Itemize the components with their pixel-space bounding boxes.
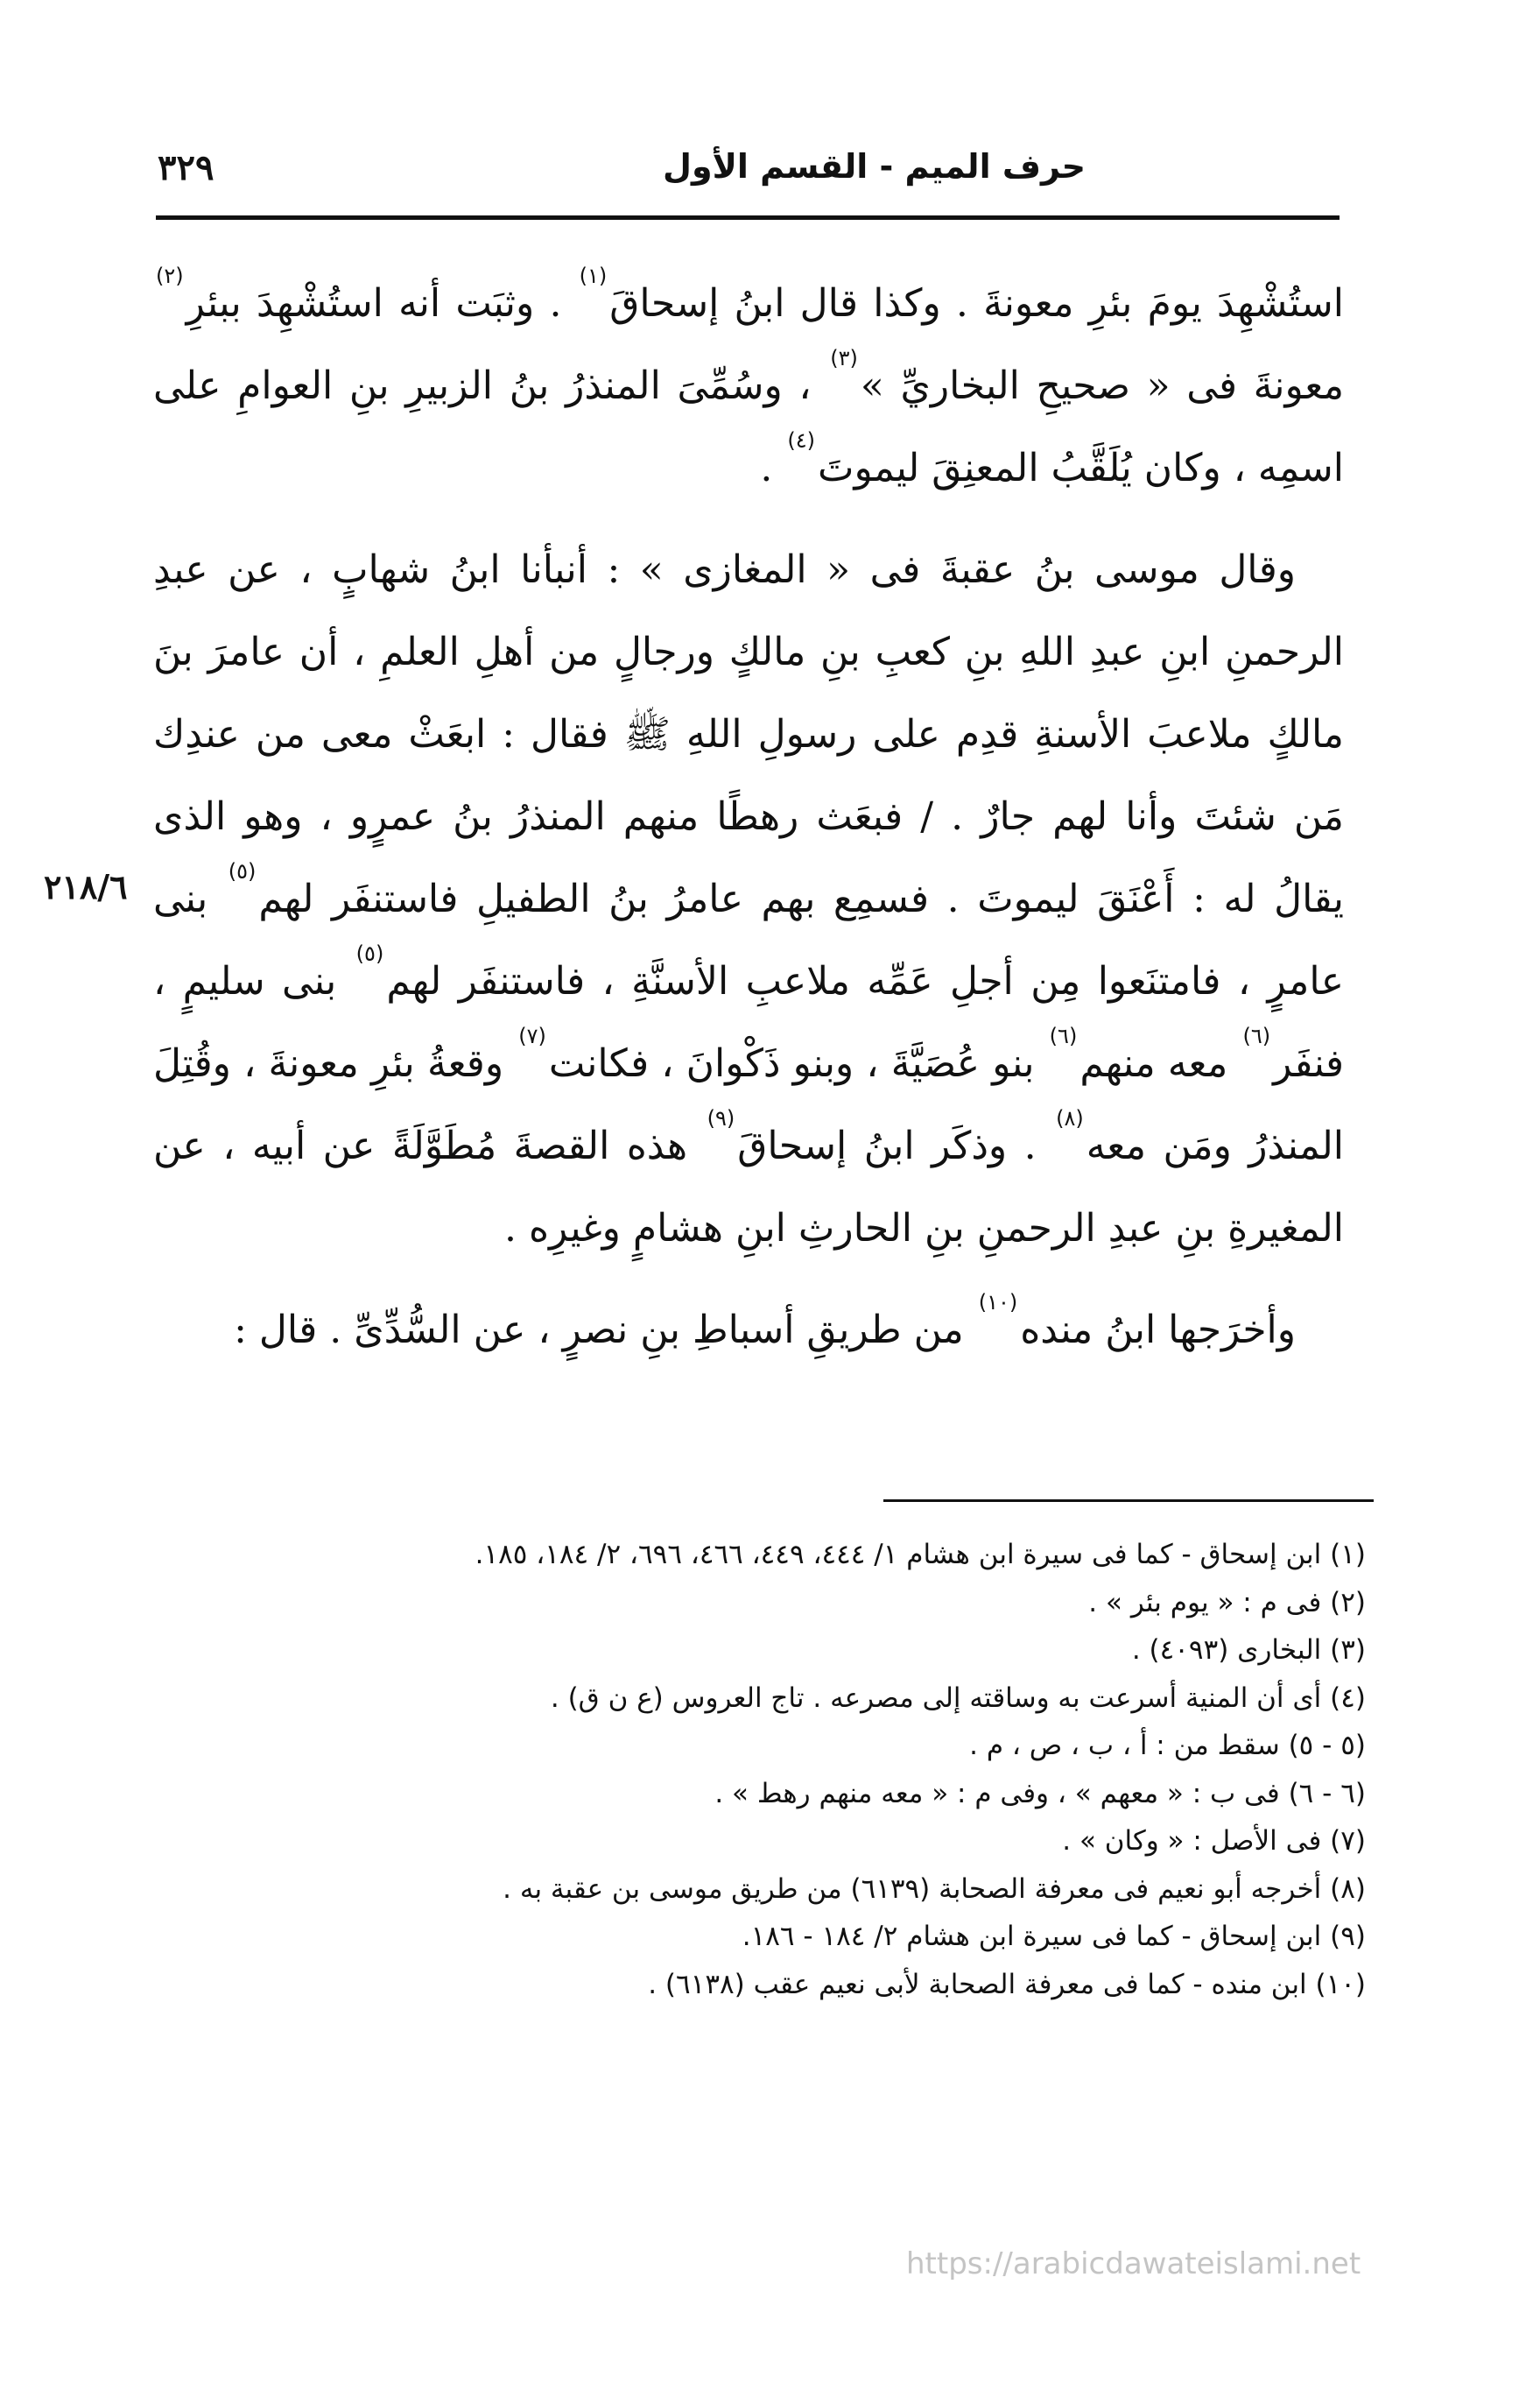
footnote-ref-8: (٨) [1056, 1106, 1084, 1132]
footnote-item: (٩) ابن إسحاق - كما فى سيرة ابن هشام ٢/ ١٨٤ - ١٨٦. [742, 1921, 1366, 1952]
footnote-ref-5-start: (٥) [228, 859, 257, 885]
source-watermark: https://arabicdawateislami.net [906, 2246, 1361, 2281]
footnote-ref-10: (١٠) [978, 1290, 1018, 1315]
paragraph-3: وأخرَجها ابنُ منده$^{(١٠)}$ من طريقِ أسباطِ بنِ نصرٍ ، عن السُّدِّىِّ . قال : [234, 1290, 1296, 1352]
footnote-ref-1: (١) [579, 264, 608, 289]
footnote-ref-7: (٧) [518, 1024, 546, 1049]
footnote-ref-5-end: (٥) [355, 941, 384, 967]
footnote-item: (٥ - ٥) سقط من : أ ، ب ، ص ، م . [969, 1730, 1366, 1761]
footnote-item: (٤) أى أن المنية أسرعت به وساقته إلى مصرعه . تاج العروس (ع ن ق) . [550, 1681, 1366, 1714]
margin-volume-page-note: ٢١٨/٦ [44, 867, 128, 906]
footnote-item: (١٠) ابن منده - كما فى معرفة الصحابة لأبى نعيم عقب (٦١٣٨) . [648, 1968, 1366, 2000]
footnotes-list [175, 1531, 1366, 2008]
footnote-item: (٣) البخارى (٤٠٩٣) . [1131, 1634, 1366, 1666]
running-head [158, 147, 1340, 200]
footnote-ref-9: (٩) [707, 1106, 735, 1132]
footnote-ref-4: (٤) [787, 428, 816, 454]
main-text [153, 263, 1344, 1371]
footnote-rule [883, 1499, 1374, 1502]
footnote-item: (٢) فى م : « يوم بئر » . [1088, 1586, 1366, 1618]
footnote-ref-6-start: (٦) [1242, 1024, 1271, 1049]
footnote-ref-6-end: (٦) [1049, 1024, 1078, 1049]
footnote-ref-2: (٢) [156, 264, 184, 289]
footnote-item: (٧) فى الأصل : « وكان » . [1062, 1825, 1366, 1857]
footnote-item: (٨) أخرجه أبو نعيم فى معرفة الصحابة (٦١٣٩) من طريق موسى بن عقبة به . [503, 1872, 1366, 1905]
footnote-item: (٦ - ٦) فى ب : « معهم » ، وفى م : « معه منهم رهط » . [714, 1777, 1366, 1809]
section-title: حرف الميم - القسم الأول [663, 147, 1086, 186]
page-number: ٣٢٩ [158, 147, 214, 188]
footnote-ref-3: (٣) [830, 346, 858, 371]
paragraph-2: وقال موسى بنُ عقبةَ فى « المغازى » : أنبأنا ابنُ شهابٍ ، عن عبدِ الرحمنِ ابنِ عبدِ اللهِ بنِ كعبِ بنِ مالكٍ ورجالٍ من أهلِ العلمِ ، أن عامرَ بنَ مالكٍ ملاعبَ الأسنةِ قدِم على رسولِ اللهِ ﷺ فقال : ابعَثْ معى من عندِك مَن شئتَ وأنا لهم جارٌ . / فبعَث رهطًا منهم المنذرُ بنُ عمرٍو ، وهو الذى يقالُ له : أَعْنَقَ ليموتَ . فسمِع بهم عامرُ بنُ الطفيلِ فاستنفَر لهم$^{(٥)}$ بنى عامرٍ ، فامتنَعوا مِن أجلِ عَمِّه ملاعبِ الأسنَّةِ ، فاستنفَر لهم$^{(٥)}$ بنى سليمٍ ، فنفَر$^{(٦)}$ معه منهم$^{(٦)}$ بنو عُصَيَّةَ ، وبنو ذَكْوانَ ، فكانت$^{(٧)}$ وقعةُ بئرِ معونةَ ، وقُتِلَ المنذرُ ومَن معه$^{(٨)}$ . وذكَر ابنُ إسحاقَ$^{(٩)}$ هذه القصةَ مُطَوَّلَةً عن أبيه ، عن المغيرةِ بنِ عبدِ الرحمنِ بنِ الحارثِ ابنِ هشامٍ وغيرِه . [153, 547, 1345, 1251]
footnote-item: (١) ابن إسحاق - كما فى سيرة ابن هشام ١/ ٤٤٤، ٤٤٩، ٤٦٦، ٦٩٦، ٢/ ١٨٤، ١٨٥. [475, 1539, 1366, 1570]
header-rule [156, 215, 1340, 220]
paragraph-1: استُشْهِدَ يومَ بئرِ معونةَ . وكذا قال ابنُ إسحاقَ$^{(١)}$ . وثبَت أنه استُشْهِدَ ببئرِ$^{(٢)}$ معونةَ فى « صحيحِ البخاريِّ »$^{(٣)}$ ، وسُمِّىَ المنذرُ بنُ الزبيرِ بنِ العوامِ على اسمِه ، وكان يُلَقَّبُ المعنِقَ ليموتَ$^{(٤)}$ . [153, 264, 1345, 490]
